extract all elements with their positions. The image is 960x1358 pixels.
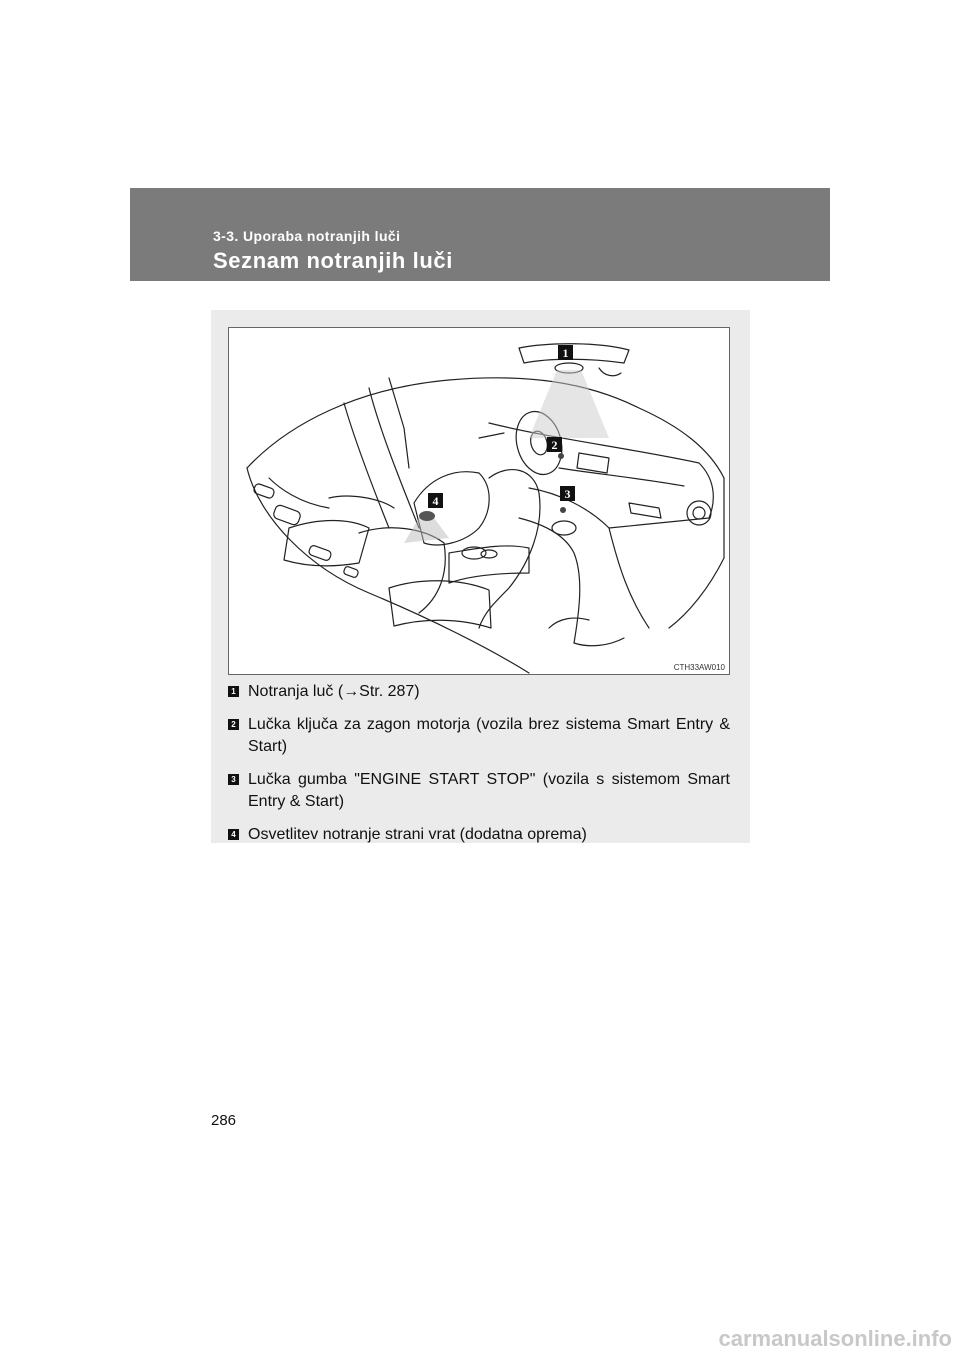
callout-4	[428, 493, 443, 508]
header-band	[130, 188, 830, 281]
section-label: 3-3. Uporaba notranjih luči	[213, 228, 401, 244]
legend-text: Lučka ključa za zagon motorja (vozila brez sistema Smart Entry & Start)	[248, 716, 730, 755]
legend-marker-4: 4	[228, 829, 239, 840]
page-number: 286	[211, 1112, 237, 1129]
callout-2	[547, 437, 562, 452]
interior-lights-figure	[228, 327, 730, 675]
legend-marker-2: 2	[228, 719, 239, 730]
legend-item	[224, 681, 730, 703]
legend-item	[224, 714, 730, 758]
page-title: Seznam notranjih luči	[213, 248, 453, 273]
legend-item	[224, 824, 730, 846]
legend-marker-3: 3	[228, 774, 239, 785]
legend-item	[224, 769, 730, 813]
legend-list	[224, 681, 730, 857]
legend-text: Notranja luč (→Str. 287)	[248, 683, 420, 700]
svg-text:2: 2	[551, 438, 558, 452]
svg-text:4: 4	[432, 494, 439, 508]
svg-text:1: 1	[562, 346, 569, 360]
figure-code: CTH33AW010	[673, 663, 725, 672]
callout-1	[558, 345, 573, 360]
svg-text:3: 3	[564, 487, 571, 501]
watermark-link[interactable]: carmanualsonline.info	[718, 1326, 952, 1351]
legend-text: Lučka gumba "ENGINE START STOP" (vozila s sistemom Smart Entry & Start)	[248, 771, 730, 810]
legend-marker-1: 1	[228, 686, 239, 697]
car-interior-illustration	[229, 328, 730, 675]
content-panel	[211, 310, 750, 843]
legend-text: Osvetlitev notranje strani vrat (dodatna oprema)	[248, 826, 587, 843]
callout-3	[560, 486, 575, 501]
